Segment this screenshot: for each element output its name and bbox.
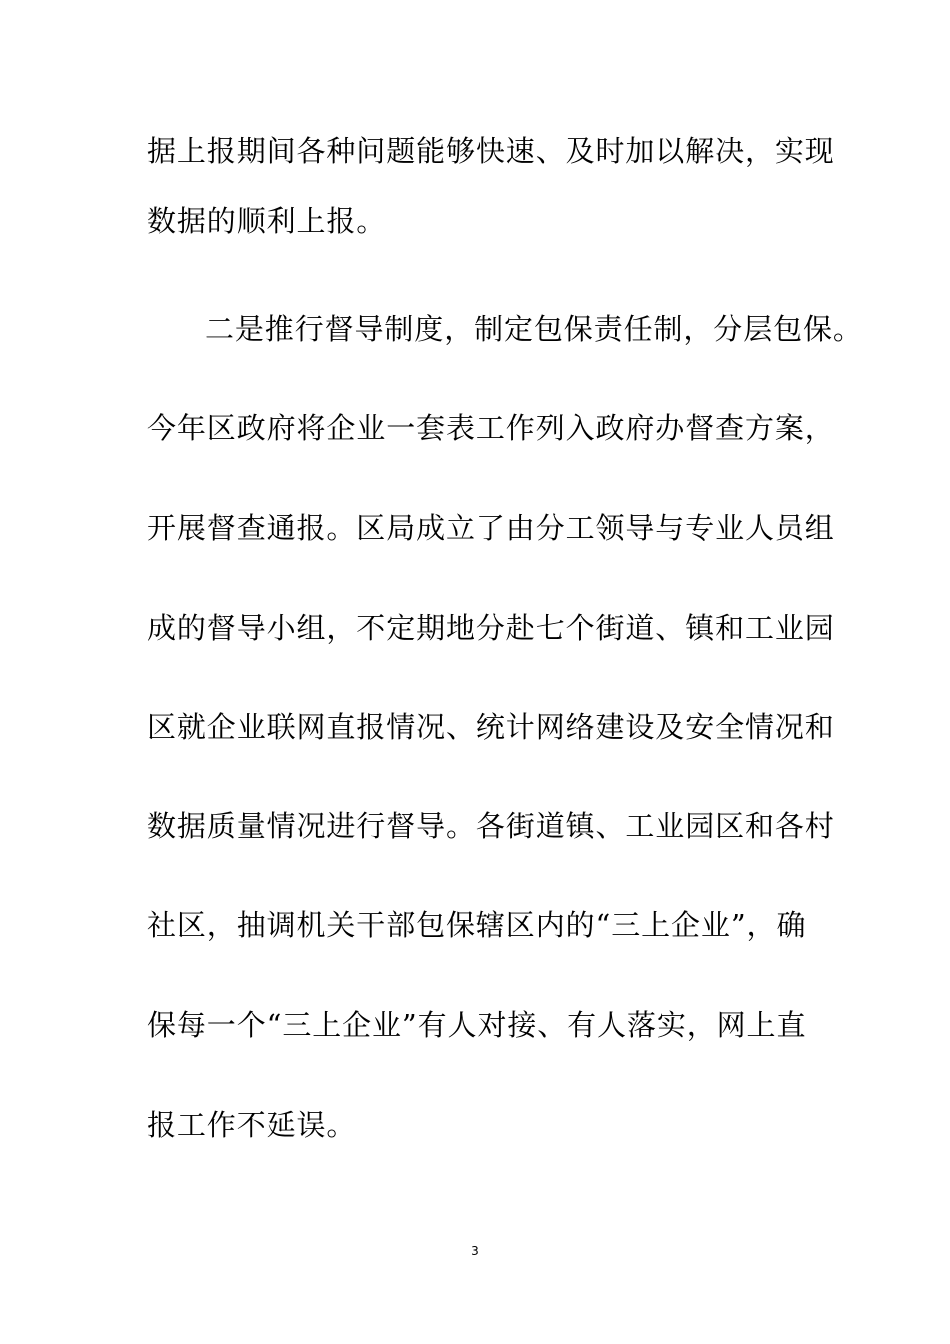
body-text-line: 开展督查通报。区局成立了由分工领导与专业人员组: [147, 511, 835, 545]
body-text-line: 成的督导小组，不定期地分赴七个街道、镇和工业园: [147, 611, 835, 645]
paragraph-first-line: 二是推行督导制度，制定包保责任制，分层包保。: [205, 312, 863, 346]
body-text-line: 今年区政府将企业一套表工作列入政府办督查方案，: [147, 411, 835, 445]
body-text-line: 保每一个“三上企业”有人对接、有人落实，网上直: [147, 1008, 807, 1042]
body-text-line: 数据的顺利上报。: [147, 204, 387, 238]
body-text-line: 区就企业联网直报情况、统计网络建设及安全情况和: [147, 710, 835, 744]
body-text-line: 社区，抽调机关干部包保辖区内的“三上企业”，确: [147, 908, 807, 942]
body-text-line: 报工作不延误。: [147, 1108, 357, 1142]
page-number: 3: [471, 1244, 479, 1258]
body-text-line: 据上报期间各种问题能够快速、及时加以解决，实现: [147, 134, 835, 168]
body-text-line: 数据质量情况进行督导。各街道镇、工业园区和各村: [147, 809, 835, 843]
